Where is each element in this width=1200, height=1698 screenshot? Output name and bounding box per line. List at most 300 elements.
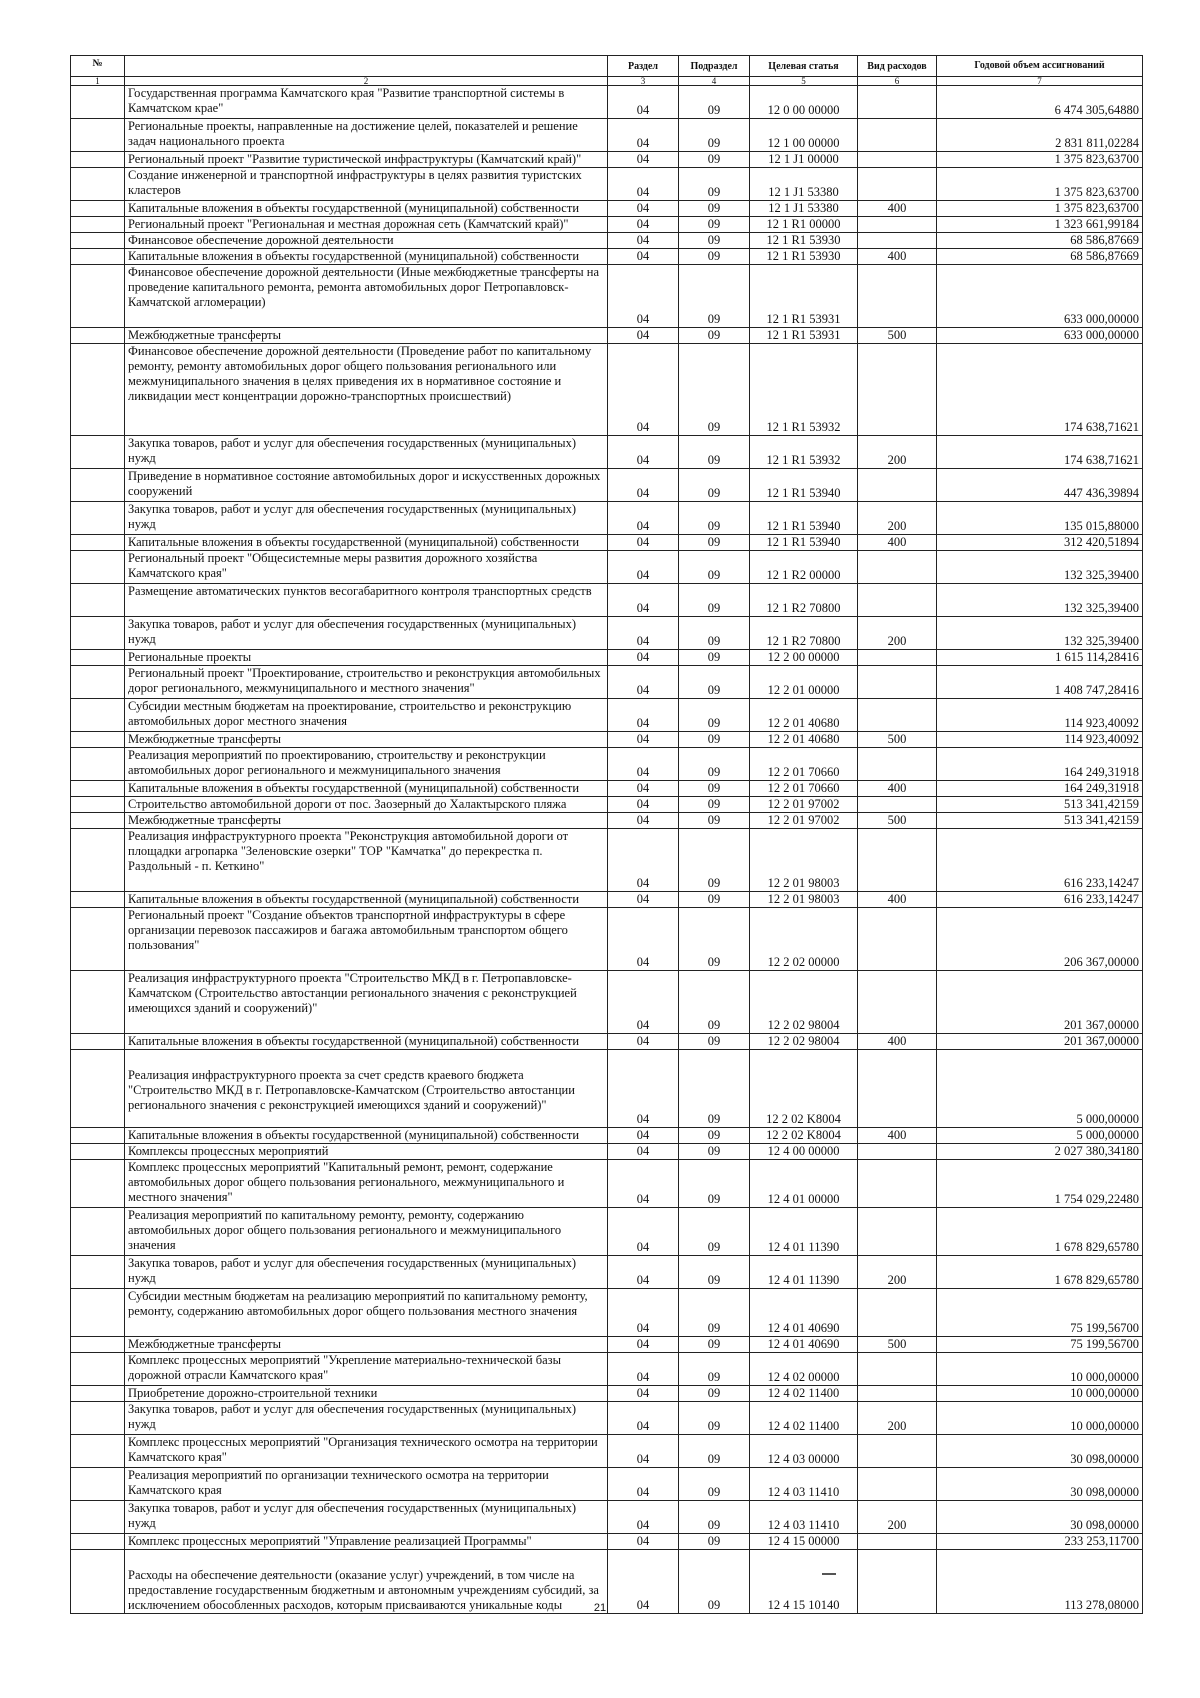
table-row xyxy=(71,249,1143,265)
row-tsel-cell: 12 1 R1 53940 xyxy=(750,535,858,551)
header-podrazdel: Подраздел xyxy=(679,56,750,77)
row-name-cell: Закупка товаров, работ и услуг для обеспечения государственных (муниципальных) нужд xyxy=(125,1501,608,1534)
row-razdel-cell: 04 xyxy=(608,1144,679,1160)
row-vid-cell: 400 xyxy=(858,535,937,551)
row-razdel-cell: 04 xyxy=(608,1256,679,1289)
row-index-cell xyxy=(71,584,125,617)
table-row xyxy=(71,86,1143,119)
row-razdel-cell: 04 xyxy=(608,1501,679,1534)
column-number-row xyxy=(71,77,1143,86)
row-vid-cell xyxy=(858,650,937,666)
row-vid-cell: 400 xyxy=(858,781,937,797)
col-number: 1 xyxy=(71,77,125,86)
row-podrazdel-cell: 09 xyxy=(679,328,750,344)
row-name-cell: Региональные проекты xyxy=(125,650,608,666)
row-vid-cell xyxy=(858,666,937,699)
row-name-cell: Капитальные вложения в объекты государственной (муниципальной) собственности xyxy=(125,892,608,908)
table-row xyxy=(71,502,1143,535)
row-name-cell: Капитальные вложения в объекты государственной (муниципальной) собственности xyxy=(125,1128,608,1144)
row-amount-cell: 5 000,00000 xyxy=(937,1050,1143,1128)
row-vid-cell: 200 xyxy=(858,1402,937,1435)
row-vid-cell: 400 xyxy=(858,249,937,265)
row-vid-cell xyxy=(858,1208,937,1256)
header-vid: Вид расходов xyxy=(858,56,937,77)
page-number: 21 xyxy=(593,1602,607,1614)
row-amount-cell: 2 831 811,02284 xyxy=(937,119,1143,152)
row-index-cell xyxy=(71,1534,125,1550)
row-vid-cell xyxy=(858,344,937,436)
row-podrazdel-cell: 09 xyxy=(679,265,750,328)
row-podrazdel-cell: 09 xyxy=(679,797,750,813)
row-podrazdel-cell: 09 xyxy=(679,1128,750,1144)
table-row xyxy=(71,469,1143,502)
row-index-cell xyxy=(71,249,125,265)
row-index-cell xyxy=(71,551,125,584)
row-razdel-cell: 04 xyxy=(608,217,679,233)
row-vid-cell xyxy=(858,1468,937,1501)
table-row xyxy=(71,1128,1143,1144)
row-razdel-cell: 04 xyxy=(608,748,679,781)
row-name-cell: Размещение автоматических пунктов весогабаритного контроля транспортных средств xyxy=(125,584,608,617)
row-tsel-cell: 12 2 01 98003 xyxy=(750,892,858,908)
table-row xyxy=(71,584,1143,617)
row-index-cell xyxy=(71,1050,125,1128)
row-amount-cell: 616 233,14247 xyxy=(937,829,1143,892)
row-tsel-cell: 12 4 15 00000 xyxy=(750,1534,858,1550)
row-razdel-cell: 04 xyxy=(608,584,679,617)
row-tsel-cell: 12 1 R1 53940 xyxy=(750,469,858,502)
row-name-cell: Закупка товаров, работ и услуг для обеспечения государственных (муниципальных) нужд xyxy=(125,436,608,469)
row-razdel-cell: 04 xyxy=(608,535,679,551)
row-razdel-cell: 04 xyxy=(608,892,679,908)
row-razdel-cell: 04 xyxy=(608,233,679,249)
row-tsel-cell: 12 2 02 K8004 xyxy=(750,1128,858,1144)
row-name-cell: Государственная программа Камчатского края "Развитие транспортной системы в Камчатском крае" xyxy=(125,86,608,119)
row-name-cell: Реализация мероприятий по организации технического осмотра на территории Камчатского края xyxy=(125,1468,608,1501)
row-vid-cell xyxy=(858,469,937,502)
row-index-cell xyxy=(71,1550,125,1614)
table-row xyxy=(71,1534,1143,1550)
row-name-cell: Капитальные вложения в объекты государственной (муниципальной) собственности xyxy=(125,201,608,217)
row-podrazdel-cell: 09 xyxy=(679,201,750,217)
table-row xyxy=(71,748,1143,781)
row-amount-cell: 1 323 661,99184 xyxy=(937,217,1143,233)
table-row xyxy=(71,1501,1143,1534)
row-razdel-cell: 04 xyxy=(608,119,679,152)
row-razdel-cell: 04 xyxy=(608,469,679,502)
row-tsel-cell: 12 4 01 40690 xyxy=(750,1289,858,1337)
row-razdel-cell: 04 xyxy=(608,1128,679,1144)
table-row xyxy=(71,201,1143,217)
row-index-cell xyxy=(71,344,125,436)
row-name-cell: Субсидии местным бюджетам на проектирование, строительство и реконструкцию автомобильных дорог местного значения xyxy=(125,699,608,732)
row-podrazdel-cell: 09 xyxy=(679,617,750,650)
row-vid-cell: 500 xyxy=(858,1337,937,1353)
row-razdel-cell: 04 xyxy=(608,328,679,344)
row-amount-cell: 616 233,14247 xyxy=(937,892,1143,908)
row-podrazdel-cell: 09 xyxy=(679,892,750,908)
row-index-cell xyxy=(71,1353,125,1386)
row-razdel-cell: 04 xyxy=(608,249,679,265)
header-razdel: Раздел xyxy=(608,56,679,77)
table-row xyxy=(71,1256,1143,1289)
row-index-cell xyxy=(71,328,125,344)
row-index-cell xyxy=(71,666,125,699)
row-tsel-cell: 12 4 03 11410 xyxy=(750,1501,858,1534)
row-index-cell xyxy=(71,233,125,249)
row-amount-cell: 68 586,87669 xyxy=(937,249,1143,265)
row-podrazdel-cell: 09 xyxy=(679,813,750,829)
row-index-cell xyxy=(71,1128,125,1144)
row-vid-cell xyxy=(858,1353,937,1386)
table-row xyxy=(71,1050,1143,1128)
col-number: 2 xyxy=(125,77,608,86)
table-row xyxy=(71,535,1143,551)
row-podrazdel-cell: 09 xyxy=(679,1160,750,1208)
budget-sheet xyxy=(70,55,1142,1614)
row-amount-cell: 114 923,40092 xyxy=(937,732,1143,748)
row-index-cell xyxy=(71,1208,125,1256)
table-row xyxy=(71,1435,1143,1468)
table-row xyxy=(71,328,1143,344)
row-name-cell: Комплекс процессных мероприятий "Капитальный ремонт, ремонт, содержание автомобильных дорог общего пользования регионального, межмуниципального и местного значения" xyxy=(125,1160,608,1208)
row-amount-cell: 30 098,00000 xyxy=(937,1468,1143,1501)
row-tsel-cell: 12 2 01 00000 xyxy=(750,666,858,699)
row-podrazdel-cell: 09 xyxy=(679,535,750,551)
row-name-cell: Реализация инфраструктурного проекта за счет средств краевого бюджета "Строительство МКД в г. Петропавловске-Камчатском (Строительство автостанции регионального значения с реконструкцией имеющихся зданий и сооружений)" xyxy=(125,1050,608,1128)
row-index-cell xyxy=(71,813,125,829)
row-tsel-cell: 12 1 R1 00000 xyxy=(750,217,858,233)
row-vid-cell xyxy=(858,908,937,971)
row-podrazdel-cell: 09 xyxy=(679,699,750,732)
row-vid-cell xyxy=(858,551,937,584)
row-razdel-cell: 04 xyxy=(608,344,679,436)
row-vid-cell: 200 xyxy=(858,502,937,535)
table-row xyxy=(71,813,1143,829)
col-number: 4 xyxy=(679,77,750,86)
row-index-cell xyxy=(71,1337,125,1353)
table-row xyxy=(71,699,1143,732)
row-index-cell xyxy=(71,699,125,732)
row-vid-cell xyxy=(858,584,937,617)
table-row xyxy=(71,168,1143,201)
row-podrazdel-cell: 09 xyxy=(679,732,750,748)
row-razdel-cell: 04 xyxy=(608,201,679,217)
row-index-cell xyxy=(71,650,125,666)
row-index-cell xyxy=(71,617,125,650)
row-tsel-cell: 12 1 R1 53930 xyxy=(750,249,858,265)
row-tsel-cell: 12 2 01 98003 xyxy=(750,829,858,892)
row-amount-cell: 1 408 747,28416 xyxy=(937,666,1143,699)
row-name-cell: Региональные проекты, направленные на достижение целей, показателей и решение задач национального проекта xyxy=(125,119,608,152)
row-vid-cell xyxy=(858,1435,937,1468)
row-vid-cell: 200 xyxy=(858,436,937,469)
row-tsel-cell: 12 2 01 70660 xyxy=(750,781,858,797)
row-podrazdel-cell: 09 xyxy=(679,436,750,469)
row-name-cell: Создание инженерной и транспортной инфраструктуры в целях развития туристских кластеров xyxy=(125,168,608,201)
row-vid-cell xyxy=(858,748,937,781)
row-index-cell xyxy=(71,168,125,201)
row-name-cell: Финансовое обеспечение дорожной деятельности xyxy=(125,233,608,249)
row-index-cell xyxy=(71,152,125,168)
row-name-cell: Закупка товаров, работ и услуг для обеспечения государственных (муниципальных) нужд xyxy=(125,617,608,650)
row-tsel-cell: 12 2 01 97002 xyxy=(750,797,858,813)
row-tsel-cell: 12 4 02 11400 xyxy=(750,1402,858,1435)
row-razdel-cell: 04 xyxy=(608,1353,679,1386)
table-row xyxy=(71,1208,1143,1256)
row-name-cell: Комплекс процессных мероприятий "Укрепление материально-технической базы дорожной отрасли Камчатского края" xyxy=(125,1353,608,1386)
row-amount-cell: 30 098,00000 xyxy=(937,1435,1143,1468)
row-name-cell: Реализация мероприятий по проектированию, строительству и реконструкции автомобильных дорог регионального и межмуниципального значения xyxy=(125,748,608,781)
row-tsel-cell: 12 1 R1 53931 xyxy=(750,328,858,344)
table-row xyxy=(71,732,1143,748)
row-amount-cell: 174 638,71621 xyxy=(937,436,1143,469)
row-tsel-cell: 12 4 02 11400 xyxy=(750,1386,858,1402)
row-tsel-cell: 12 2 00 00000 xyxy=(750,650,858,666)
table-row xyxy=(71,551,1143,584)
row-amount-cell: 1 754 029,22480 xyxy=(937,1160,1143,1208)
row-name-cell: Реализация инфраструктурного проекта "Реконструкция автомобильной дороги от площадки агропарка "Зеленовские озерки" ТОР "Камчатка" до перекрестка п. Раздольный - п. Кеткино" xyxy=(125,829,608,892)
row-amount-cell: 233 253,11700 xyxy=(937,1534,1143,1550)
row-vid-cell xyxy=(858,119,937,152)
table-row xyxy=(71,892,1143,908)
row-tsel-cell: 12 2 01 70660 xyxy=(750,748,858,781)
row-index-cell xyxy=(71,1435,125,1468)
row-index-cell xyxy=(71,797,125,813)
row-vid-cell: 200 xyxy=(858,617,937,650)
row-vid-cell xyxy=(858,1050,937,1128)
row-podrazdel-cell: 09 xyxy=(679,584,750,617)
row-razdel-cell: 04 xyxy=(608,813,679,829)
row-name-cell: Реализация инфраструктурного проекта "Строительство МКД в г. Петропавловске-Камчатском (Строительство автостанции регионального значения с реконструкцией имеющихся зданий и сооружений)" xyxy=(125,971,608,1034)
row-razdel-cell: 04 xyxy=(608,1050,679,1128)
row-podrazdel-cell: 09 xyxy=(679,168,750,201)
row-tsel-cell: 12 1 R1 53931 xyxy=(750,265,858,328)
row-podrazdel-cell: 09 xyxy=(679,119,750,152)
row-tsel-cell: 12 4 03 11410 xyxy=(750,1468,858,1501)
table-row xyxy=(71,1337,1143,1353)
table-row xyxy=(71,1034,1143,1050)
row-index-cell xyxy=(71,781,125,797)
table-row xyxy=(71,666,1143,699)
row-podrazdel-cell: 09 xyxy=(679,233,750,249)
row-tsel-cell: 12 4 02 00000 xyxy=(750,1353,858,1386)
row-amount-cell: 6 474 305,64880 xyxy=(937,86,1143,119)
row-vid-cell xyxy=(858,797,937,813)
row-index-cell xyxy=(71,1144,125,1160)
row-index-cell xyxy=(71,1160,125,1208)
row-vid-cell: 400 xyxy=(858,1128,937,1144)
dash-mark xyxy=(822,1573,836,1575)
row-tsel-cell: 12 2 02 K8004 xyxy=(750,1050,858,1128)
row-podrazdel-cell: 09 xyxy=(679,1208,750,1256)
row-podrazdel-cell: 09 xyxy=(679,1468,750,1501)
row-index-cell xyxy=(71,748,125,781)
row-amount-cell: 5 000,00000 xyxy=(937,1128,1143,1144)
row-podrazdel-cell: 09 xyxy=(679,971,750,1034)
row-podrazdel-cell: 09 xyxy=(679,1050,750,1128)
col-number: 6 xyxy=(858,77,937,86)
row-tsel-cell: 12 1 J1 53380 xyxy=(750,168,858,201)
row-tsel-cell: 12 1 R2 00000 xyxy=(750,551,858,584)
row-amount-cell: 114 923,40092 xyxy=(937,699,1143,732)
row-index-cell xyxy=(71,535,125,551)
row-name-cell: Капитальные вложения в объекты государственной (муниципальной) собственности xyxy=(125,1034,608,1050)
row-razdel-cell: 04 xyxy=(608,1208,679,1256)
row-vid-cell xyxy=(858,152,937,168)
row-amount-cell: 1 375 823,63700 xyxy=(937,152,1143,168)
row-amount-cell: 633 000,00000 xyxy=(937,328,1143,344)
row-vid-cell xyxy=(858,829,937,892)
row-amount-cell: 447 436,39894 xyxy=(937,469,1143,502)
row-podrazdel-cell: 09 xyxy=(679,1534,750,1550)
row-amount-cell: 10 000,00000 xyxy=(937,1353,1143,1386)
row-amount-cell: 132 325,39400 xyxy=(937,617,1143,650)
row-vid-cell xyxy=(858,971,937,1034)
table-row xyxy=(71,1289,1143,1337)
row-podrazdel-cell: 09 xyxy=(679,469,750,502)
row-tsel-cell: 12 1 J1 53380 xyxy=(750,201,858,217)
budget-table xyxy=(70,55,1143,1614)
row-razdel-cell: 04 xyxy=(608,1435,679,1468)
row-vid-cell xyxy=(858,1386,937,1402)
row-amount-cell: 513 341,42159 xyxy=(937,797,1143,813)
row-vid-cell xyxy=(858,1534,937,1550)
row-podrazdel-cell: 09 xyxy=(679,1435,750,1468)
table-row xyxy=(71,152,1143,168)
row-tsel-cell: 12 0 00 00000 xyxy=(750,86,858,119)
row-amount-cell: 113 278,08000 xyxy=(937,1550,1143,1614)
row-index-cell xyxy=(71,1034,125,1050)
row-podrazdel-cell: 09 xyxy=(679,666,750,699)
row-podrazdel-cell: 09 xyxy=(679,781,750,797)
row-vid-cell: 200 xyxy=(858,1501,937,1534)
row-vid-cell: 500 xyxy=(858,813,937,829)
row-amount-cell: 68 586,87669 xyxy=(937,233,1143,249)
row-podrazdel-cell: 09 xyxy=(679,502,750,535)
row-podrazdel-cell: 09 xyxy=(679,1550,750,1614)
row-amount-cell: 132 325,39400 xyxy=(937,551,1143,584)
row-razdel-cell: 04 xyxy=(608,781,679,797)
header-name xyxy=(125,56,608,77)
row-name-cell: Приобретение дорожно-строительной техники xyxy=(125,1386,608,1402)
col-number: 3 xyxy=(608,77,679,86)
row-razdel-cell: 04 xyxy=(608,265,679,328)
row-tsel-cell: 12 4 01 40690 xyxy=(750,1337,858,1353)
row-name-cell: Субсидии местным бюджетам на реализацию мероприятий по капитальному ремонту, ремонту, содержанию автомобильных дорог общего пользования местного значения xyxy=(125,1289,608,1337)
row-vid-cell xyxy=(858,699,937,732)
row-amount-cell: 10 000,00000 xyxy=(937,1386,1143,1402)
row-tsel-cell: 12 2 01 97002 xyxy=(750,813,858,829)
row-tsel-cell: 12 4 01 00000 xyxy=(750,1160,858,1208)
row-amount-cell: 164 249,31918 xyxy=(937,748,1143,781)
row-amount-cell: 75 199,56700 xyxy=(937,1337,1143,1353)
row-vid-cell xyxy=(858,86,937,119)
row-podrazdel-cell: 09 xyxy=(679,908,750,971)
row-tsel-cell: 12 4 00 00000 xyxy=(750,1144,858,1160)
row-vid-cell xyxy=(858,217,937,233)
row-name-cell: Региональный проект "Региональная и местная дорожная сеть (Камчатский край)" xyxy=(125,217,608,233)
table-row xyxy=(71,1402,1143,1435)
row-name-cell: Расходы на обеспечение деятельности (оказание услуг) учреждений, в том числе на предоставление государственным бюджетным и автономным учреждениям субсидий, за исключением обособленных расходов, которым присваиваются уникальные коды xyxy=(125,1550,608,1614)
row-index-cell xyxy=(71,86,125,119)
row-razdel-cell: 04 xyxy=(608,1386,679,1402)
row-amount-cell: 312 420,51894 xyxy=(937,535,1143,551)
row-amount-cell: 1 375 823,63700 xyxy=(937,168,1143,201)
row-index-cell xyxy=(71,971,125,1034)
row-amount-cell: 174 638,71621 xyxy=(937,344,1143,436)
row-podrazdel-cell: 09 xyxy=(679,748,750,781)
row-razdel-cell: 04 xyxy=(608,1289,679,1337)
row-amount-cell: 75 199,56700 xyxy=(937,1289,1143,1337)
row-podrazdel-cell: 09 xyxy=(679,1337,750,1353)
row-razdel-cell: 04 xyxy=(608,908,679,971)
row-podrazdel-cell: 09 xyxy=(679,1386,750,1402)
row-tsel-cell: 12 1 00 00000 xyxy=(750,119,858,152)
table-row xyxy=(71,617,1143,650)
row-index-cell xyxy=(71,469,125,502)
row-name-cell: Приведение в нормативное состояние автомобильных дорог и искусственных дорожных сооружений xyxy=(125,469,608,502)
table-row xyxy=(71,344,1143,436)
row-name-cell: Комплексы процессных мероприятий xyxy=(125,1144,608,1160)
row-vid-cell: 400 xyxy=(858,201,937,217)
row-name-cell: Региональный проект "Создание объектов транспортной инфраструктуры в сфере организации перевозок пассажиров и багажа автомобильным транспортом общего пользования" xyxy=(125,908,608,971)
row-index-cell xyxy=(71,1289,125,1337)
row-razdel-cell: 04 xyxy=(608,502,679,535)
row-index-cell xyxy=(71,201,125,217)
row-index-cell xyxy=(71,217,125,233)
row-index-cell xyxy=(71,908,125,971)
row-tsel-cell: 12 1 R1 53932 xyxy=(750,436,858,469)
row-razdel-cell: 04 xyxy=(608,168,679,201)
row-name-cell: Реализация мероприятий по капитальному ремонту, ремонту, содержанию автомобильных дорог общего пользования регионального и межмуниципального значения xyxy=(125,1208,608,1256)
row-vid-cell xyxy=(858,1550,937,1614)
row-amount-cell: 201 367,00000 xyxy=(937,971,1143,1034)
row-tsel-cell: 12 2 02 98004 xyxy=(750,1034,858,1050)
row-name-cell: Финансовое обеспечение дорожной деятельности (Проведение работ по капитальному ремонту, ремонту автомобильных дорог общего пользования регионального или межмуниципального значения в целях приведения их в нормативное состояние и ликвидации мест концентрации дорожно-транспортных происшествий) xyxy=(125,344,608,436)
row-amount-cell: 201 367,00000 xyxy=(937,1034,1143,1050)
table-header-row xyxy=(71,56,1143,77)
row-name-cell: Закупка товаров, работ и услуг для обеспечения государственных (муниципальных) нужд xyxy=(125,1256,608,1289)
row-podrazdel-cell: 09 xyxy=(679,86,750,119)
row-vid-cell: 500 xyxy=(858,732,937,748)
row-podrazdel-cell: 09 xyxy=(679,551,750,584)
row-tsel-cell: 12 1 J1 00000 xyxy=(750,152,858,168)
row-amount-cell: 1 678 829,65780 xyxy=(937,1256,1143,1289)
table-row xyxy=(71,1386,1143,1402)
row-amount-cell: 1 375 823,63700 xyxy=(937,201,1143,217)
row-amount-cell: 164 249,31918 xyxy=(937,781,1143,797)
row-razdel-cell: 04 xyxy=(608,436,679,469)
row-podrazdel-cell: 09 xyxy=(679,1144,750,1160)
row-amount-cell: 10 000,00000 xyxy=(937,1402,1143,1435)
row-name-cell: Региональный проект "Общесистемные меры развития дорожного хозяйства Камчатского края" xyxy=(125,551,608,584)
row-tsel-cell: 12 1 R1 53930 xyxy=(750,233,858,249)
row-podrazdel-cell: 09 xyxy=(679,1289,750,1337)
row-razdel-cell: 04 xyxy=(608,650,679,666)
row-vid-cell xyxy=(858,1160,937,1208)
row-vid-cell: 500 xyxy=(858,328,937,344)
row-razdel-cell: 04 xyxy=(608,797,679,813)
table-row xyxy=(71,217,1143,233)
row-amount-cell: 206 367,00000 xyxy=(937,908,1143,971)
row-amount-cell: 132 325,39400 xyxy=(937,584,1143,617)
row-tsel-cell: 12 2 01 40680 xyxy=(750,699,858,732)
row-name-cell: Закупка товаров, работ и услуг для обеспечения государственных (муниципальных) нужд xyxy=(125,502,608,535)
row-razdel-cell: 04 xyxy=(608,617,679,650)
row-amount-cell: 1 678 829,65780 xyxy=(937,1208,1143,1256)
row-index-cell xyxy=(71,1256,125,1289)
